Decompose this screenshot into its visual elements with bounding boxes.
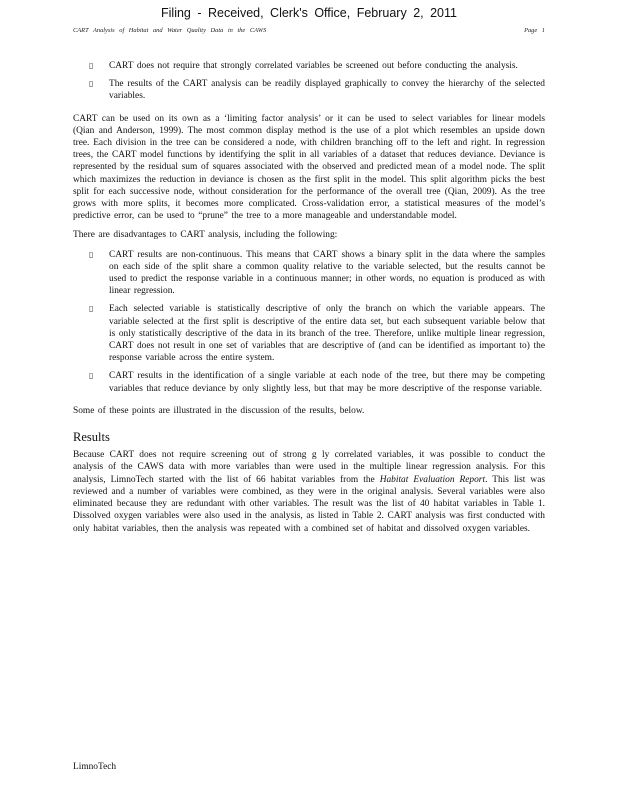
disadvantages-list (73, 249, 545, 395)
cart-description-paragraph: CART can be used on its own as a ‘limiting factor analysis’ or it can be used to select variables for linear models (Qian and Anderson, 1999). The most common display method is the use of a plot which resembles an upside down tree. Each division in the tree can be considered a node, with children branching off to the left and right. In regression trees, the CART model functions by identifying the split in all variables of a dataset that reduces deviance. Deviance is represented by the residual sum of squares associated with the observed and predicted mean of a model node. The split which maximizes the reduction in deviance is chosen as the first split in the model. This split algorithm picks the best split for each successive node, without consideration for the performance of the overall tree (Qian, 2009). As the tree grows with more splits, it becomes more complicated. Cross-validation error, a statistical measures of the model’s predictive error, can be used to “prune” the tree to a more manageable and understandable model. (73, 113, 545, 222)
bullet-box-icon: ▯ (89, 61, 94, 70)
bullet-box-icon: ▯ (89, 249, 94, 259)
bullet-box-icon: ▯ (89, 304, 94, 314)
results-heading: Results (73, 430, 110, 445)
list-item (73, 370, 545, 394)
bullet-box-icon: ▯ (89, 79, 94, 89)
list-item (73, 60, 545, 72)
list-item-text: CART results are non-continuous. This means that CART shows a binary split in the data where the samples on each side of the split share a common quality relative to the variable selected, but the results cannot be used to predict the response variable in a continuous manner; in other words, no equation is produced as with linear regression. (109, 249, 545, 297)
bullet-box-icon: ▯ (89, 371, 94, 381)
results-paragraph (73, 449, 545, 534)
footer-company: LimnoTech (73, 762, 117, 772)
results-text-part1: Because CART does not require screening out of strong g ly correlated variables, it was possible to conduct the analysis of the CAWS data with more variables than were used in the multiple linear regression analysis. For this analysis, LimnoTech started with the list of 66 habitat variables from the (73, 450, 545, 485)
list-item-text: The results of the CART analysis can be readily displayed graphically to convey the hierarchy of the selected variables. (109, 79, 545, 102)
list-item-text: CART results in the identification of a single variable at each node of the tree, but there may be competing variables that reduce deviance by only slightly less, but that may be more descriptive of the response variable. (109, 371, 545, 394)
page-number: Page 1 (524, 27, 545, 34)
document-body (73, 60, 545, 542)
list-item-text: CART does not require that strongly correlated variables be screened out before conducting the analysis. (109, 61, 518, 71)
advantages-list (73, 60, 545, 103)
results-text-part2: . This list was reviewed and a number of variables were combined, as they were in the original analysis. Several variables were also eliminated because they are redundant with other variables. The result was the list of 40 habitat variables in Table 1. Dissolved oxygen variables were also used in the analysis, as listed in Table 2. CART analysis was first conducted with only habitat variables, then the analysis was repeated with a combined set of habitat and dissolved oxygen variables. (73, 474, 546, 534)
running-header-title: CART Analysis of Habitat and Water Quality Data in the CAWS (73, 27, 267, 34)
illustration-note: Some of these points are illustrated in the discussion of the results, below. (73, 405, 365, 416)
list-item (73, 249, 545, 298)
report-title: Habitat Evaluation Report (379, 474, 486, 485)
list-item (73, 78, 545, 102)
list-item (73, 303, 545, 364)
list-item-text: Each selected variable is statistically descriptive of only the branch on which the variable appears. The variable selected at the first split is descriptive of the entire data set, but each subsequent variable below that is only statistically descriptive of the data in its branch of the tree. Therefore, unlike multiple linear regression, CART does not result in one set of variables that are descriptive of (and can be identified as important to) the response variable across the entire system. (109, 304, 545, 364)
disadvantages-intro: There are disadvantages to CART analysis, including the following: (73, 230, 338, 241)
filing-stamp-header: Filing - Received, Clerk's Office, February 2, 2011 (161, 6, 457, 20)
